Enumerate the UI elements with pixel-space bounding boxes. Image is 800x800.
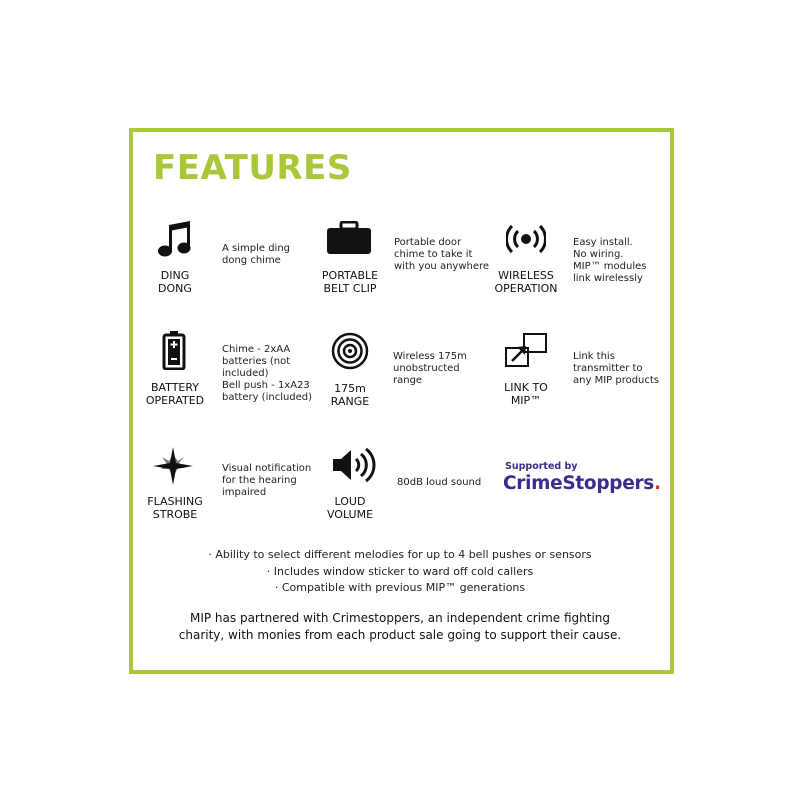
feature-desc-portable: Portable door chime to take it with you anywhere <box>394 237 490 272</box>
feature-desc-link: Link this transmitter to any MIP products <box>573 351 660 386</box>
strobe-star-icon <box>153 447 193 485</box>
feature-desc-range: Wireless 175m unobstructed range <box>393 351 467 386</box>
page-title: FEATURES <box>153 148 352 188</box>
feature-label-wireless: WIRELESS OPERATION <box>494 269 558 295</box>
feature-desc-ding-dong: A simple ding dong chime <box>222 243 291 266</box>
feature-desc-wireless: Easy install. No wiring. MIP™ modules link wirelessly <box>573 237 647 284</box>
feature-label-strobe: FLASHING STROBE <box>147 495 203 521</box>
range-rings-icon <box>331 332 369 370</box>
feature-desc-strobe: Visual notification for the hearing impaired <box>222 463 312 498</box>
bullet-item: · Includes window sticker to ward off cold callers <box>266 564 534 578</box>
bullet-item: · Ability to select different melodies for up to 4 bell pushes or sensors <box>208 548 592 561</box>
battery-icon <box>162 330 186 370</box>
feature-label-range: 175m RANGE <box>330 382 370 408</box>
feature-label-link: LINK TO MIP™ <box>504 381 548 407</box>
feature-label-battery: BATTERY OPERATED <box>145 381 205 407</box>
feature-bullets <box>130 547 670 597</box>
supported-by-label: Supported by <box>505 461 578 472</box>
feature-label-loud: LOUD VOLUME <box>326 495 374 521</box>
crimestoppers-logo: CrimeStoppers. <box>503 473 661 494</box>
music-note-icon <box>157 220 191 258</box>
partnership-statement: MIP has partnered with Crimestoppers, an independent crime fighting charity, with monies from each product sale going to support their cause. <box>178 611 622 642</box>
speaker-volume-icon <box>331 446 377 484</box>
feature-label-portable: PORTABLE BELT CLIP <box>321 269 379 295</box>
briefcase-icon <box>326 221 372 255</box>
feature-label-ding-dong: DING DONG <box>158 269 192 295</box>
link-arrow-icon <box>504 332 548 368</box>
bullet-item: · Compatible with previous MIP™ generations <box>274 581 526 594</box>
feature-desc-loud: 80dB loud sound <box>397 477 482 488</box>
wireless-signal-icon <box>506 224 546 254</box>
feature-desc-battery: Chime - 2xAA batteries (not included) Bell push - 1xA23 battery (included) <box>222 344 313 403</box>
